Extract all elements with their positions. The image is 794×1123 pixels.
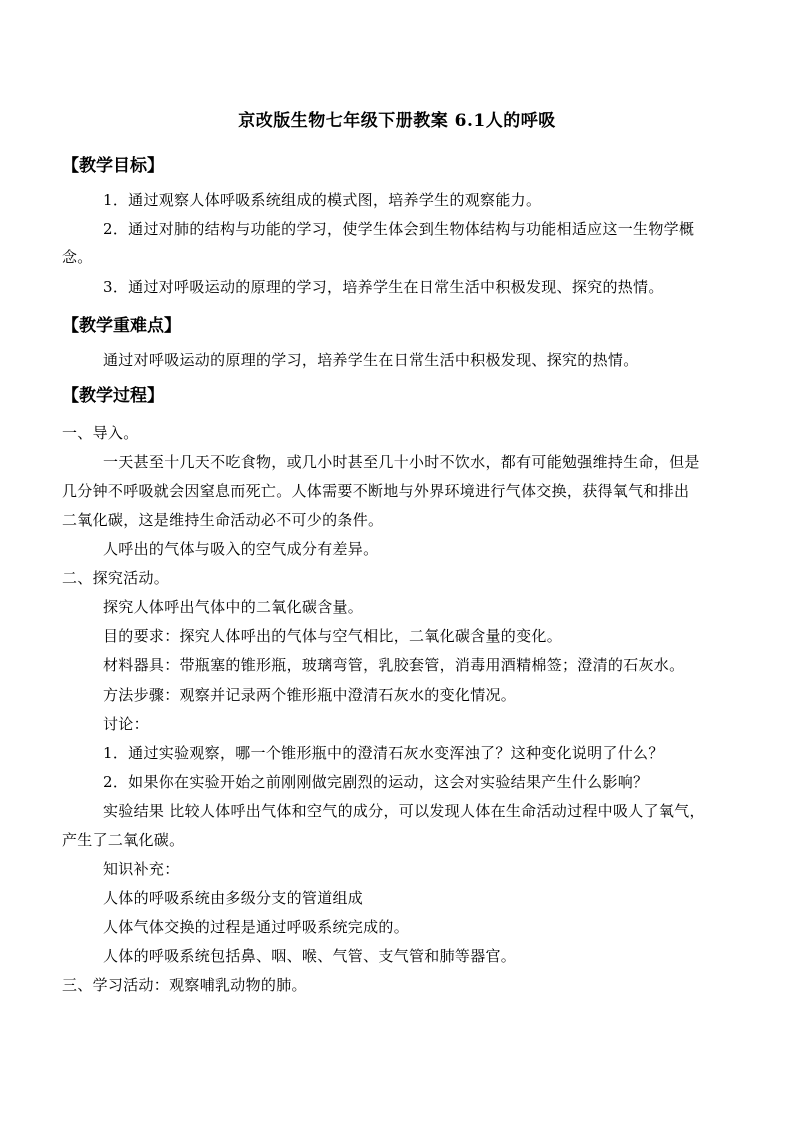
section-heading-goals: 【教学目标】 (62, 156, 164, 176)
process-line: 目的要求：探究人体呼出的气体与空气相比，二氧化碳含量的变化。 (103, 627, 563, 645)
section-heading-process: 【教学过程】 (62, 386, 164, 406)
document-title: 京改版生物七年级下册教案 6.1人的呼吸 (238, 111, 556, 131)
process-line: 讨论： (103, 715, 149, 733)
process-line: 人体的呼吸系统包括鼻、咽、喉、气管、支气管和肺等器官。 (103, 947, 517, 965)
process-line: 产生了二氧化碳。 (62, 831, 185, 849)
process-line: 三、学习活动：观察哺乳动物的肺。 (62, 976, 307, 994)
process-line: 材料器具：带瓶塞的锥形瓶，玻璃弯管，乳胶套管，消毒用酒精棉签；澄清的石灰水。 (103, 656, 685, 674)
process-line: 二氧化碳，这是维持生命活动必不可少的条件。 (62, 511, 384, 529)
section-heading-key-points: 【教学重难点】 (62, 316, 181, 336)
goal-item-3: 3．通过对呼吸运动的原理的学习，培养学生在日常生活中积极发现、探究的热情。 (103, 278, 664, 296)
process-line: 人体气体交换的过程是通过呼吸系统完成的。 (103, 918, 410, 936)
goal-item-2-continued: 念。 (62, 248, 93, 266)
process-line: 1．通过实验观察，哪一个锥形瓶中的澄清石灰水变浑浊了？这种变化说明了什么？ (103, 744, 664, 762)
process-line: 2．如果你在实验开始之前刚刚做完剧烈的运动，这会对实验结果产生什么影响？ (103, 773, 649, 791)
goal-item-1: 1．通过观察人体呼吸系统组成的模式图，培养学生的观察能力。 (103, 191, 542, 209)
process-line: 实验结果 比较人体呼出气体和空气的成分，可以发现人体在生命活动过程中吸人了氧气， (103, 802, 705, 820)
process-line: 一、导入。 (62, 424, 139, 442)
process-line: 一天甚至十几天不吃食物，或几小时甚至几十小时不饮水，都有可能勉强维持生命，但是 (103, 453, 700, 471)
process-line: 几分钟不呼吸就会因窒息而死亡。人体需要不断地与外界环境进行气体交换，获得氧气和排出 (62, 482, 690, 500)
process-line: 知识补充： (103, 860, 180, 878)
process-line: 人体的呼吸系统由多级分支的管道组成 (103, 889, 364, 907)
goal-item-2: 2．通过对肺的结构与功能的学习，使学生体会到生物体结构与功能相适应这一生物学概 (103, 220, 695, 238)
key-points-text: 通过对呼吸运动的原理的学习，培养学生在日常生活中积极发现、探究的热情。 (103, 351, 639, 369)
process-line: 二、探究活动。 (62, 569, 170, 587)
process-line: 探究人体呼出气体中的二氧化碳含量。 (103, 598, 364, 616)
process-line: 人呼出的气体与吸入的空气成分有差异。 (103, 540, 379, 558)
process-line: 方法步骤：观察并记录两个锥形瓶中澄清石灰水的变化情况。 (103, 686, 517, 704)
